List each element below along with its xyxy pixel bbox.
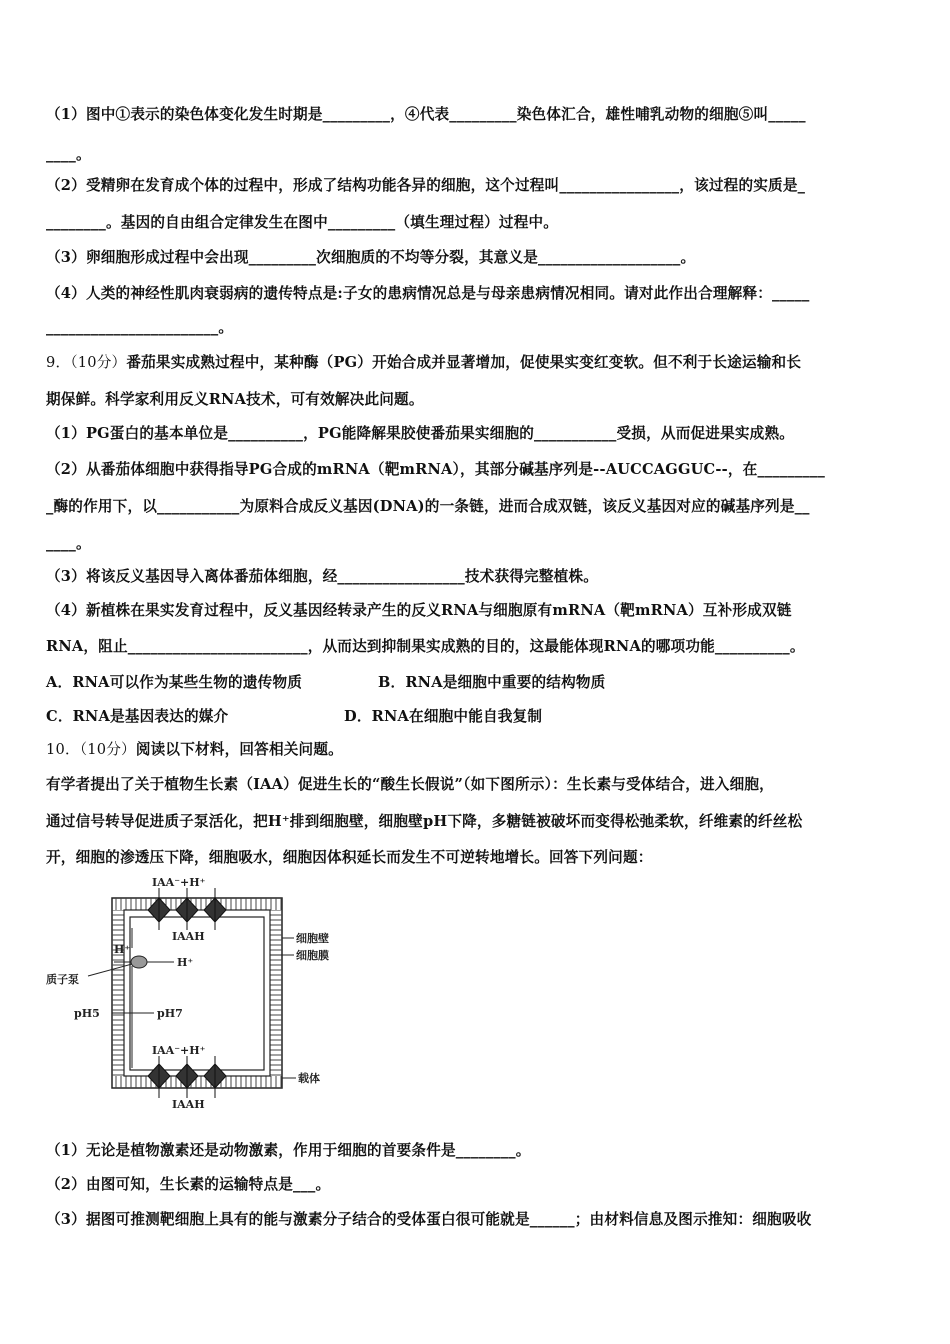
question-number: 9．（10分） (46, 354, 127, 371)
q9-line-3: （1）PG蛋白的基本单位是__________，PG能降解果胶使番茄果实细胞的___________受损，从而促进果实成熟。 (46, 425, 795, 442)
q10-line-1 (46, 738, 343, 759)
cell-wall-label: 细胞壁 (296, 932, 329, 945)
acid-growth-diagram (44, 868, 344, 1113)
carrier-proteins (148, 888, 226, 1098)
q10-sub-1: （1）无论是植物激素还是动物激素，作用于细胞的首要条件是________。 (46, 1142, 531, 1159)
q9-line-7: （3）将该反义基因导入离体番茄体细胞，经_________________技术获得完整植株。 (46, 568, 599, 585)
bottom-inner-label: IAAH (172, 1098, 205, 1111)
carrier-label: 载体 (298, 1072, 320, 1085)
q9-line-8: （4）新植株在果实发育过程中，反义基因经转录产生的反义RNA与细胞原有mRNA（靶mRNA）互补形成双链 (46, 602, 792, 619)
q8-line-7: _______________________。 (46, 319, 234, 336)
top-inner-label: IAAH (172, 930, 205, 943)
q9-line-1 (46, 351, 801, 372)
ph-inside-label: pH7 (157, 1007, 183, 1020)
q10-sub-3: （3）据图可推测靶细胞上具有的能与激素分子结合的受体蛋白很可能就是______；由材料信息及图示推知：细胞吸收 (46, 1211, 812, 1228)
q8-line-5: （3）卵细胞形成过程中会出现_________次细胞质的不均等分裂，其意义是___________________。 (46, 249, 696, 266)
q9-line-9: RNA，阻止________________________，从而达到抑制果实成熟的目的，这最能体现RNA的哪项功能__________。 (46, 638, 805, 655)
q10-text: 阅读以下材料，回答相关问题。 (135, 741, 343, 758)
cell-wall (112, 898, 282, 1088)
q8-line-6: （4）人类的神经性肌肉衰弱病的遗传特点是:子女的患病情况总是与母亲患病情况相同。请对此作出合理解释：_____ (46, 285, 810, 302)
h-outer-label: H⁺ (114, 943, 131, 956)
q10-para-3: 开，细胞的渗透压下降，细胞吸水，细胞因体积延长而发生不可逆转地增长。回答下列问题： (46, 849, 653, 866)
q9-line-5: _酶的作用下，以___________为原料合成反义基因(DNA)的一条链，进而合成双链，该反义基因对应的碱基序列是__ (46, 498, 810, 515)
proton-pump-label: 质子泵 (46, 973, 79, 986)
q8-line-2: ____。 (46, 146, 91, 163)
q9-line-6: ____。 (46, 535, 91, 552)
q9-text: 番茄果实成熟过程中，某种酶（PG）开始合成并显著增加，促使果实变红变软。但不利于长途运输和长 (126, 354, 802, 371)
option-b: B．RNA是细胞中重要的结构物质 (378, 674, 606, 691)
ph-outside-label: pH5 (74, 1007, 100, 1020)
q10-para-2: 通过信号转导促进质子泵活化，把H⁺排到细胞壁，细胞壁pH下降，多糖链被破坏而变得松弛柔软，纤维素的纤丝松 (46, 813, 803, 830)
cell-membrane-label: 细胞膜 (296, 949, 329, 962)
h-inner-label: H⁺ (177, 956, 194, 969)
q9-line-4: （2）从番茄体细胞中获得指导PG合成的mRNA（靶mRNA），其部分碱基序列是--AUCCAGGUC--，在_________ (46, 461, 825, 478)
option-c: C．RNA是基因表达的媒介 (46, 708, 229, 725)
top-label: IAA⁻+H⁺ (152, 876, 206, 889)
q8-line-4: ________。基因的自由组合定律发生在图中_________（填生理过程）过程中。 (46, 214, 559, 231)
q8-line-1: （1）图中①表示的染色体变化发生时期是_________，④代表_________染色体汇合，雄性哺乳动物的细胞⑤叫_____ (46, 106, 806, 123)
q10-para-1: 有学者提出了关于植物生长素（IAA）促进生长的“酸生长假说”（如下图所示）：生长素与受体结合，进入细胞， (46, 776, 774, 793)
q9-line-2: 期保鲜。科学家利用反义RNA技术，可有效解决此问题。 (46, 391, 424, 408)
q8-line-3: （2）受精卵在发育成个体的过程中，形成了结构功能各异的细胞，这个过程叫________________，该过程的实质是_ (46, 177, 806, 194)
option-a: A．RNA可以作为某些生物的遗传物质 (46, 674, 303, 691)
question-number: 10．（10分） (46, 741, 136, 758)
bottom-label: IAA⁻+H⁺ (152, 1044, 206, 1057)
proton-pump-icon (131, 956, 147, 968)
q10-sub-2: （2）由图可知，生长素的运输特点是___。 (46, 1176, 331, 1193)
option-d: D．RNA在细胞中能自我复制 (344, 708, 543, 725)
